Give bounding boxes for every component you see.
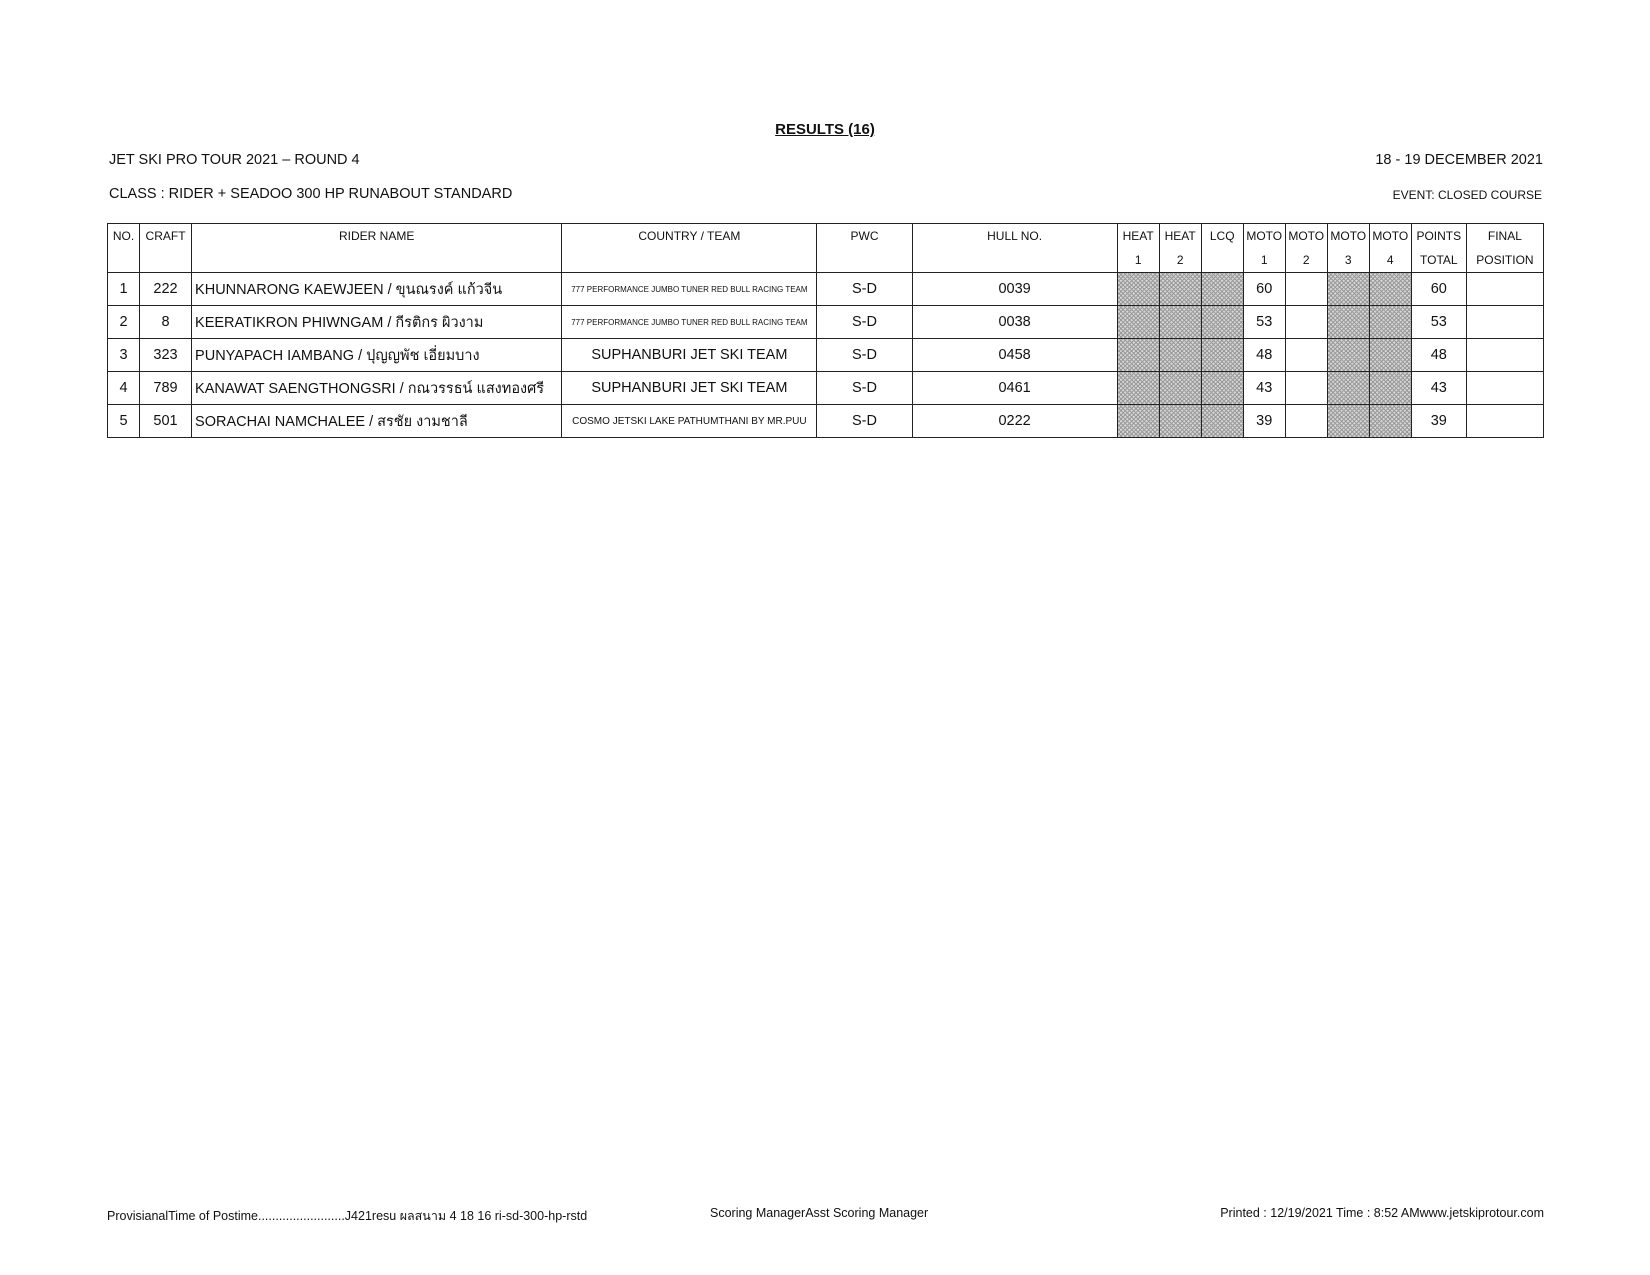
- col-moto3-subheader: 3: [1327, 248, 1369, 273]
- cell-heat1-shaded: [1117, 273, 1159, 306]
- col-moto1-subheader: 1: [1243, 248, 1285, 273]
- cell-pwc: S-D: [817, 306, 912, 339]
- cell-moto4-shaded: [1369, 372, 1411, 405]
- cell-heat2-shaded: [1159, 273, 1201, 306]
- cell-moto4-shaded: [1369, 339, 1411, 372]
- cell-team: COSMO JETSKI LAKE PATHUMTHANI BY MR.PUU: [562, 405, 817, 438]
- cell-team: 777 PERFORMANCE JUMBO TUNER RED BULL RACING TEAM: [562, 273, 817, 306]
- cell-moto2: [1285, 306, 1327, 339]
- cell-moto3-shaded: [1327, 372, 1369, 405]
- cell-no: 4: [108, 372, 140, 405]
- table-row: [108, 405, 1544, 438]
- cell-heat2-shaded: [1159, 339, 1201, 372]
- col-moto1-header: MOTO: [1243, 224, 1285, 249]
- cell-moto1: 39: [1243, 405, 1285, 438]
- cell-moto2: [1285, 405, 1327, 438]
- cell-final-position: [1466, 372, 1543, 405]
- cell-rider: KHUNNARONG KAEWJEEN / ขุนณรงค์ แก้วจีน: [192, 273, 562, 306]
- cell-moto1: 48: [1243, 339, 1285, 372]
- cell-craft: 222: [140, 273, 192, 306]
- col-team-header: COUNTRY / TEAM: [562, 224, 817, 249]
- cell-no: 3: [108, 339, 140, 372]
- cell-moto2: [1285, 273, 1327, 306]
- cell-moto4-shaded: [1369, 405, 1411, 438]
- class-line: CLASS : RIDER + SEADOO 300 HP RUNABOUT STANDARD: [109, 186, 513, 202]
- cell-rider: KANAWAT SAENGTHONGSRI / กณวรรธน์ แสงทองศรี: [192, 372, 562, 405]
- cell-heat1-shaded: [1117, 306, 1159, 339]
- cell-hull: 0038: [912, 306, 1117, 339]
- cell-team: SUPHANBURI JET SKI TEAM: [562, 372, 817, 405]
- cell-lcq-shaded: [1201, 306, 1243, 339]
- cell-team: SUPHANBURI JET SKI TEAM: [562, 339, 817, 372]
- footer-middle: Scoring ManagerAsst Scoring Manager: [710, 1206, 929, 1220]
- cell-no: 2: [108, 306, 140, 339]
- table-row: [108, 339, 1544, 372]
- event-name: JET SKI PRO TOUR 2021 – ROUND 4: [109, 152, 360, 168]
- cell-points-total: 39: [1411, 405, 1466, 438]
- cell-lcq-shaded: [1201, 372, 1243, 405]
- cell-pwc: S-D: [817, 405, 912, 438]
- col-hull-subheader: [912, 248, 1117, 273]
- cell-rider: KEERATIKRON PHIWNGAM / กีรติกร ผิวงาม: [192, 306, 562, 339]
- col-heat2-header: HEAT: [1159, 224, 1201, 249]
- cell-heat2-shaded: [1159, 372, 1201, 405]
- col-team-subheader: [562, 248, 817, 273]
- cell-hull: 0222: [912, 405, 1117, 438]
- cell-moto3-shaded: [1327, 339, 1369, 372]
- cell-craft: 789: [140, 372, 192, 405]
- col-lcq-subheader: [1201, 248, 1243, 273]
- col-moto3-header: MOTO: [1327, 224, 1369, 249]
- footer-left: ProvisianalTime of Postime.........................J421resu ผลสนาม 4 18 16 ri-sd-300-hp-rstd: [107, 1209, 588, 1223]
- cell-team: 777 PERFORMANCE JUMBO TUNER RED BULL RACING TEAM: [562, 306, 817, 339]
- col-final-subheader: POSITION: [1466, 248, 1543, 273]
- table-row: [108, 273, 1544, 306]
- cell-hull: 0458: [912, 339, 1117, 372]
- cell-final-position: [1466, 273, 1543, 306]
- col-no-subheader: [108, 248, 140, 273]
- cell-moto3-shaded: [1327, 273, 1369, 306]
- cell-lcq-shaded: [1201, 339, 1243, 372]
- cell-moto1: 43: [1243, 372, 1285, 405]
- cell-moto3-shaded: [1327, 306, 1369, 339]
- col-moto2-header: MOTO: [1285, 224, 1327, 249]
- cell-heat1-shaded: [1117, 339, 1159, 372]
- col-points-subheader: TOTAL: [1411, 248, 1466, 273]
- col-lcq-header: LCQ: [1201, 224, 1243, 249]
- footer-right: Printed : 12/19/2021 Time : 8:52 AMwww.jetskiprotour.com: [1220, 1206, 1544, 1220]
- cell-moto2: [1285, 339, 1327, 372]
- results-table: [107, 223, 1544, 438]
- cell-points-total: 60: [1411, 273, 1466, 306]
- cell-craft: 501: [140, 405, 192, 438]
- col-pwc-subheader: [817, 248, 912, 273]
- cell-final-position: [1466, 306, 1543, 339]
- col-moto2-subheader: 2: [1285, 248, 1327, 273]
- cell-lcq-shaded: [1201, 273, 1243, 306]
- cell-moto1: 60: [1243, 273, 1285, 306]
- col-heat1-header: HEAT: [1117, 224, 1159, 249]
- event-dates: 18 - 19 DECEMBER 2021: [1375, 152, 1543, 168]
- cell-points-total: 48: [1411, 339, 1466, 372]
- page-title: RESULTS (16): [775, 121, 875, 138]
- table-row: [108, 372, 1544, 405]
- cell-final-position: [1466, 405, 1543, 438]
- cell-points-total: 43: [1411, 372, 1466, 405]
- cell-lcq-shaded: [1201, 405, 1243, 438]
- col-points-header: POINTS: [1411, 224, 1466, 249]
- cell-heat2-shaded: [1159, 306, 1201, 339]
- cell-hull: 0039: [912, 273, 1117, 306]
- cell-craft: 323: [140, 339, 192, 372]
- cell-heat1-shaded: [1117, 372, 1159, 405]
- cell-heat1-shaded: [1117, 405, 1159, 438]
- col-final-header: FINAL: [1466, 224, 1543, 249]
- col-pwc-header: PWC: [817, 224, 912, 249]
- cell-moto2: [1285, 372, 1327, 405]
- cell-pwc: S-D: [817, 339, 912, 372]
- cell-points-total: 53: [1411, 306, 1466, 339]
- cell-moto4-shaded: [1369, 273, 1411, 306]
- cell-rider: SORACHAI NAMCHALEE / สรชัย งามชาลี: [192, 405, 562, 438]
- col-craft-header: CRAFT: [140, 224, 192, 249]
- col-hull-header: HULL NO.: [912, 224, 1117, 249]
- cell-heat2-shaded: [1159, 405, 1201, 438]
- cell-pwc: S-D: [817, 372, 912, 405]
- cell-no: 1: [108, 273, 140, 306]
- col-heat2-subheader: 2: [1159, 248, 1201, 273]
- col-moto4-header: MOTO: [1369, 224, 1411, 249]
- cell-final-position: [1466, 339, 1543, 372]
- cell-no: 5: [108, 405, 140, 438]
- col-moto4-subheader: 4: [1369, 248, 1411, 273]
- cell-moto4-shaded: [1369, 306, 1411, 339]
- table-row: [108, 306, 1544, 339]
- col-craft-subheader: [140, 248, 192, 273]
- cell-craft: 8: [140, 306, 192, 339]
- cell-moto3-shaded: [1327, 405, 1369, 438]
- event-type: EVENT: CLOSED COURSE: [1392, 188, 1542, 202]
- col-heat1-subheader: 1: [1117, 248, 1159, 273]
- cell-moto1: 53: [1243, 306, 1285, 339]
- col-no-header: NO.: [108, 224, 140, 249]
- cell-rider: PUNYAPACH IAMBANG / ปุญญพัช เอี่ยมบาง: [192, 339, 562, 372]
- col-rider-header: RIDER NAME: [192, 224, 562, 249]
- col-rider-subheader: [192, 248, 562, 273]
- cell-pwc: S-D: [817, 273, 912, 306]
- cell-hull: 0461: [912, 372, 1117, 405]
